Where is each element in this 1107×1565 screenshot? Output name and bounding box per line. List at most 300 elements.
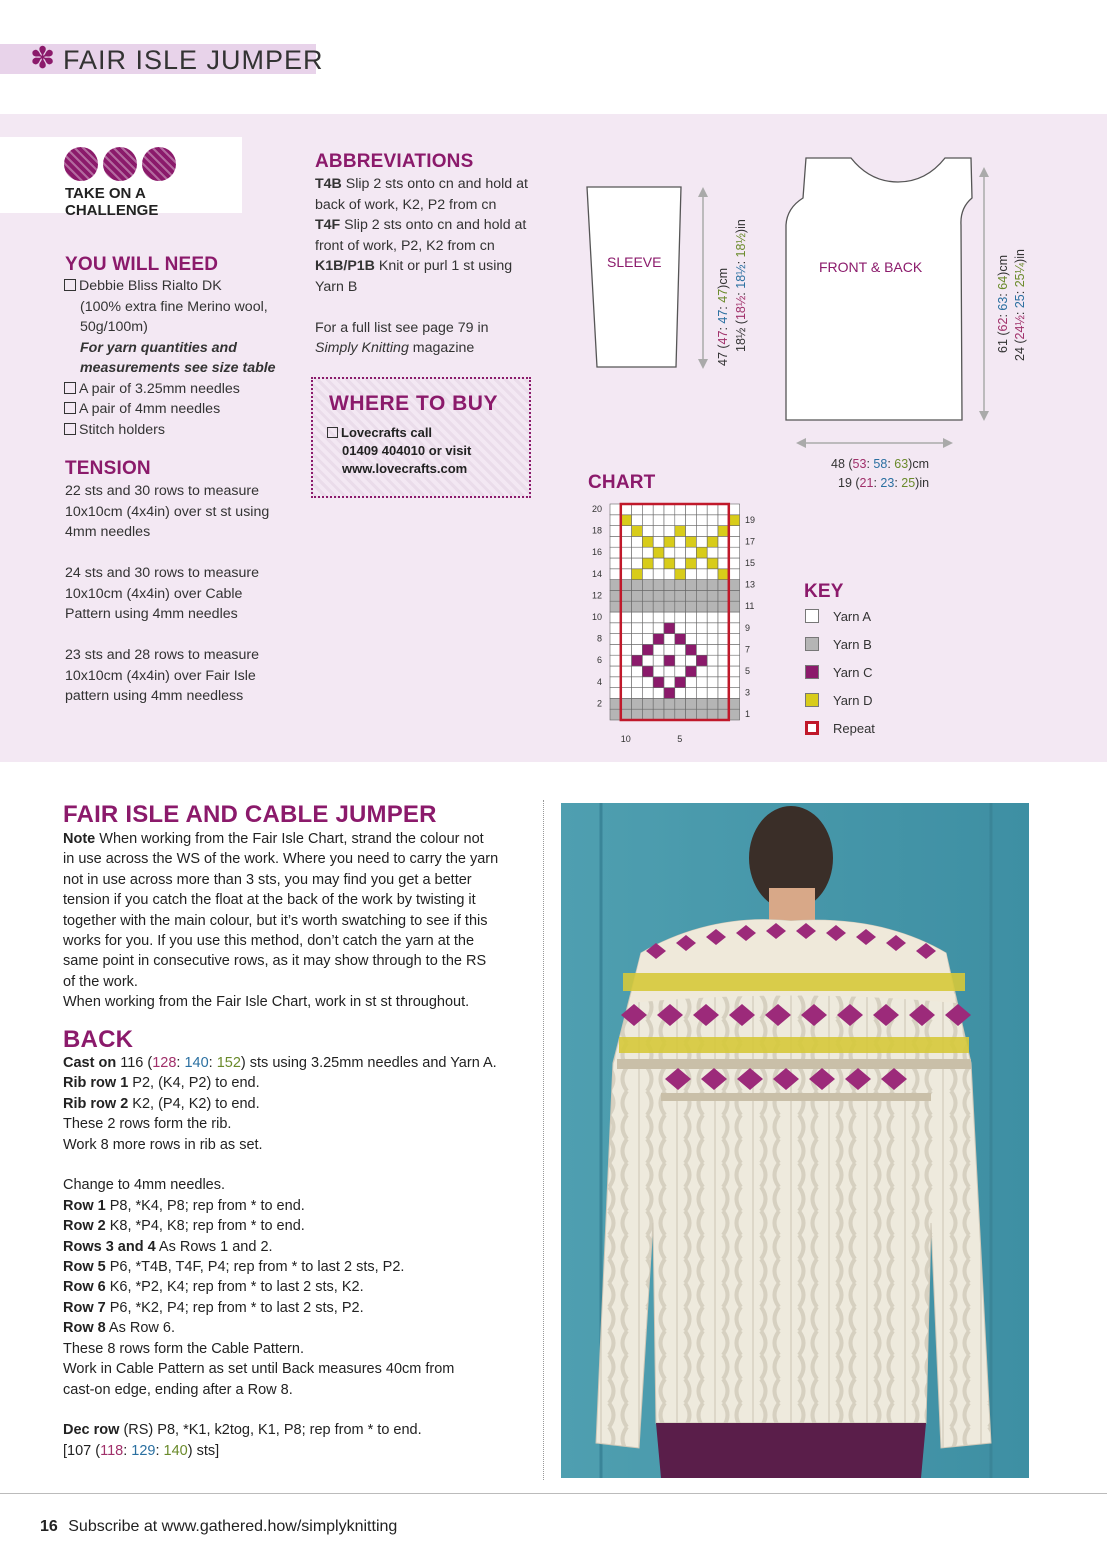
chart-cell bbox=[653, 569, 664, 580]
challenge-label: TAKE ON A CHALLENGE bbox=[65, 185, 159, 219]
chart-cell bbox=[707, 698, 718, 709]
chart-cell bbox=[653, 504, 664, 515]
chart-cell bbox=[632, 580, 643, 591]
chart-cell bbox=[686, 623, 697, 634]
chart-cell bbox=[707, 666, 718, 677]
chart-cell bbox=[610, 526, 621, 537]
chart-cell bbox=[632, 644, 643, 655]
chart-cell bbox=[653, 655, 664, 666]
page-title: FAIR ISLE JUMPER bbox=[63, 45, 324, 75]
chart-cell bbox=[729, 644, 740, 655]
chart-tick-label: 6 bbox=[596, 655, 602, 666]
chart-cell bbox=[621, 688, 632, 699]
body-length-in: 24 (24½: 25: 25¼)in bbox=[1013, 249, 1027, 361]
chart-cell bbox=[696, 688, 707, 699]
chart-cell bbox=[664, 666, 675, 677]
chart-cell bbox=[675, 623, 686, 634]
chart-cell bbox=[621, 634, 632, 645]
tension-line: pattern using 4mm needless bbox=[65, 688, 244, 704]
schematic-diagrams bbox=[575, 150, 1045, 450]
chart-cell bbox=[664, 536, 675, 547]
chart-cell bbox=[718, 623, 729, 634]
chart-cell bbox=[686, 688, 697, 699]
chart-cell bbox=[653, 558, 664, 569]
where-to-buy-box bbox=[311, 377, 531, 498]
chart-cell bbox=[696, 590, 707, 601]
swatch-yarn-b bbox=[805, 637, 819, 651]
chart-cell bbox=[632, 612, 643, 623]
key-item-yarn-c: Yarn C bbox=[805, 665, 875, 693]
chart-cell bbox=[610, 709, 621, 720]
chart-cell bbox=[664, 709, 675, 720]
chart-cell bbox=[610, 666, 621, 677]
chart-cell bbox=[664, 590, 675, 601]
chart-cell bbox=[686, 677, 697, 688]
chart-cell bbox=[653, 677, 664, 688]
chart-cell bbox=[653, 666, 664, 677]
chart-cell bbox=[707, 558, 718, 569]
chart-cell bbox=[729, 655, 740, 666]
chart-tick-label: 20 bbox=[591, 504, 602, 514]
chart-cell bbox=[675, 569, 686, 580]
chart-cell bbox=[621, 590, 632, 601]
chart-cell bbox=[707, 526, 718, 537]
chart-cell bbox=[696, 709, 707, 720]
chart-cell bbox=[686, 666, 697, 677]
chart-cell bbox=[664, 515, 675, 526]
chart-cell bbox=[664, 558, 675, 569]
chart-cell bbox=[610, 547, 621, 558]
chart-cell bbox=[610, 655, 621, 666]
chart-cell bbox=[729, 526, 740, 537]
chart-cell bbox=[642, 580, 653, 591]
chart-cell bbox=[642, 634, 653, 645]
chart-cell bbox=[686, 558, 697, 569]
checkbox-icon bbox=[64, 382, 76, 394]
chart-cell bbox=[675, 709, 686, 720]
chart-cell bbox=[653, 623, 664, 634]
materials-list: Debbie Bliss Rialto DK (100% extra fine Merino wool, 50g/100m) For yarn quantities and measurements see size table A pair of 3.25mm needles A pair of 4mm needles Stitch holders bbox=[64, 276, 304, 440]
sleeve-length-in: 18½ (18½: 18½: 18½)in bbox=[734, 219, 748, 352]
chart-cell bbox=[675, 634, 686, 645]
chart-cell bbox=[642, 504, 653, 515]
chart-cell bbox=[675, 558, 686, 569]
key-heading: KEY bbox=[804, 581, 844, 602]
chart-cell bbox=[707, 504, 718, 515]
chart-cell bbox=[686, 709, 697, 720]
chart-cell bbox=[632, 655, 643, 666]
chart-cell bbox=[729, 580, 740, 591]
chart-cell bbox=[729, 515, 740, 526]
where-to-buy-text: Lovecrafts call 01409 404010 or visit www.lovecrafts.com bbox=[327, 424, 471, 478]
chart-cell bbox=[632, 526, 643, 537]
chart-cell bbox=[696, 536, 707, 547]
chart-cell bbox=[610, 590, 621, 601]
chart-cell bbox=[696, 644, 707, 655]
challenge-badge bbox=[0, 137, 242, 219]
abbreviations-heading: ABBREVIATIONS bbox=[315, 151, 474, 172]
chart-cell bbox=[675, 590, 686, 601]
chart-cell bbox=[718, 666, 729, 677]
chart-cell bbox=[610, 623, 621, 634]
chart-cell bbox=[707, 547, 718, 558]
chart-cell bbox=[729, 666, 740, 677]
chart-cell bbox=[718, 688, 729, 699]
chart-cell bbox=[686, 580, 697, 591]
chart-cell bbox=[718, 580, 729, 591]
chart-cell bbox=[718, 558, 729, 569]
chart-cell bbox=[686, 504, 697, 515]
tension-line bbox=[65, 625, 305, 646]
chart-cell bbox=[686, 698, 697, 709]
chart-cell bbox=[642, 612, 653, 623]
chart-cell bbox=[642, 644, 653, 655]
tension-line: 10x10cm (4x4in) over st st using bbox=[65, 503, 270, 520]
chart-cell bbox=[653, 580, 664, 591]
chart-tick-label: 2 bbox=[596, 698, 602, 709]
chart-tick-label: 8 bbox=[596, 633, 602, 644]
chart-cell bbox=[696, 547, 707, 558]
chart-cell bbox=[718, 709, 729, 720]
chart-cell bbox=[610, 612, 621, 623]
chart-cell bbox=[675, 677, 686, 688]
chart-cell bbox=[632, 536, 643, 547]
chart-cell bbox=[686, 536, 697, 547]
chart-cell bbox=[642, 623, 653, 634]
chart-cell bbox=[718, 655, 729, 666]
chart-cell bbox=[718, 547, 729, 558]
chart-cell bbox=[729, 612, 740, 623]
chart-cell bbox=[621, 558, 632, 569]
chart-tick-label: 10 bbox=[591, 612, 602, 622]
chart-cell bbox=[642, 601, 653, 612]
chart-cell bbox=[664, 547, 675, 558]
chart-cell bbox=[610, 644, 621, 655]
chart-cell bbox=[707, 634, 718, 645]
body-width-in: 19 (21: 23: 25)in bbox=[838, 476, 930, 490]
fair-isle-chart bbox=[585, 498, 760, 753]
chart-cell bbox=[664, 601, 675, 612]
chart-cell bbox=[696, 612, 707, 623]
chart-cell bbox=[642, 515, 653, 526]
chart-cell bbox=[729, 558, 740, 569]
chart-cell bbox=[653, 526, 664, 537]
chart-cell bbox=[729, 688, 740, 699]
chart-cell bbox=[653, 547, 664, 558]
chart-cell bbox=[632, 634, 643, 645]
chart-cell bbox=[729, 536, 740, 547]
chart-cell bbox=[696, 655, 707, 666]
chart-cell bbox=[675, 601, 686, 612]
chart-cell bbox=[621, 547, 632, 558]
chart-cell bbox=[632, 558, 643, 569]
chart-tick-label: 16 bbox=[591, 547, 602, 558]
chart-cell bbox=[610, 504, 621, 515]
tension-text bbox=[65, 481, 305, 707]
key-item-yarn-a: Yarn A bbox=[805, 609, 875, 637]
chart-tick-label: 4 bbox=[596, 676, 602, 687]
chart-cell bbox=[718, 601, 729, 612]
chart-cell bbox=[653, 634, 664, 645]
chart-cell bbox=[707, 580, 718, 591]
chart-cell bbox=[642, 590, 653, 601]
tension-line bbox=[65, 543, 305, 564]
chart-cell bbox=[642, 547, 653, 558]
chart-cell bbox=[664, 688, 675, 699]
chart-cell bbox=[653, 644, 664, 655]
chart-cell bbox=[642, 569, 653, 580]
chart-cell bbox=[632, 515, 643, 526]
chart-cell bbox=[696, 515, 707, 526]
chart-cell bbox=[696, 569, 707, 580]
body-width-cm: 48 (53: 58: 63)cm bbox=[831, 457, 929, 471]
chart-cell bbox=[632, 547, 643, 558]
checkbox-icon bbox=[327, 427, 338, 438]
chart-cell bbox=[653, 590, 664, 601]
tension-line: 4mm needles bbox=[65, 524, 151, 540]
chart-cell bbox=[632, 709, 643, 720]
chart-cell bbox=[621, 515, 632, 526]
chart-cell bbox=[686, 515, 697, 526]
chart-tick-label: 5 bbox=[745, 666, 751, 676]
body-length-cm: 61 (62: 63: 64)cm bbox=[996, 255, 1010, 353]
chart-cell bbox=[621, 666, 632, 677]
chart-cell bbox=[664, 623, 675, 634]
chart-cell bbox=[621, 569, 632, 580]
chart-cell bbox=[621, 655, 632, 666]
chart-cell bbox=[707, 612, 718, 623]
chart-tick-label: 13 bbox=[745, 579, 756, 590]
key-item-yarn-d: Yarn D bbox=[805, 693, 875, 721]
chart-cell bbox=[664, 504, 675, 515]
chart-cell bbox=[696, 677, 707, 688]
chart-cell bbox=[696, 601, 707, 612]
chart-cell bbox=[642, 526, 653, 537]
tension-line: 24 sts and 30 rows to measure bbox=[65, 565, 259, 581]
chart-cell bbox=[686, 634, 697, 645]
chart-cell bbox=[675, 580, 686, 591]
chart-cell bbox=[664, 580, 675, 591]
footer bbox=[40, 1518, 397, 1536]
chart-cell bbox=[707, 688, 718, 699]
key-item-yarn-b: Yarn B bbox=[805, 637, 875, 665]
chart-cell bbox=[632, 666, 643, 677]
chart-cell bbox=[664, 634, 675, 645]
chart-cell bbox=[696, 698, 707, 709]
tension-line: Pattern using 4mm needles bbox=[65, 606, 238, 622]
tension-heading: TENSION bbox=[65, 458, 151, 479]
chart-cell bbox=[675, 536, 686, 547]
chart-cell bbox=[621, 612, 632, 623]
chart-cell bbox=[707, 515, 718, 526]
chart-cell bbox=[653, 601, 664, 612]
chart-tick-label: 3 bbox=[745, 687, 751, 698]
chart-cell bbox=[718, 526, 729, 537]
chart-tick-label: 17 bbox=[745, 536, 756, 547]
chart-cell bbox=[707, 677, 718, 688]
back-heading: BACK bbox=[63, 1026, 134, 1053]
chart-tick-label: 12 bbox=[591, 590, 602, 601]
chart-cell bbox=[664, 677, 675, 688]
chart-cell bbox=[675, 526, 686, 537]
chart-cell bbox=[718, 677, 729, 688]
footer-subscribe-text: Subscribe at www.gathered.how/simplyknitting bbox=[68, 1518, 398, 1535]
chart-tick-label: 18 bbox=[591, 525, 602, 536]
chart-cell bbox=[610, 688, 621, 699]
chart-cell bbox=[707, 623, 718, 634]
chart-cell bbox=[653, 709, 664, 720]
chart-cell bbox=[675, 688, 686, 699]
chart-cell bbox=[718, 590, 729, 601]
chart-cell bbox=[686, 569, 697, 580]
tension-line: 23 sts and 28 rows to measure bbox=[65, 647, 259, 663]
chart-cell bbox=[642, 677, 653, 688]
chart-cell bbox=[642, 709, 653, 720]
chart-tick-label: 1 bbox=[745, 709, 751, 720]
chart-cell bbox=[675, 504, 686, 515]
chart-cell bbox=[718, 612, 729, 623]
chart-cell bbox=[707, 569, 718, 580]
chart-cell bbox=[696, 623, 707, 634]
checkbox-icon bbox=[64, 423, 76, 435]
chart-cell bbox=[610, 634, 621, 645]
chart-cell bbox=[621, 698, 632, 709]
chart-cell bbox=[729, 677, 740, 688]
chart-cell bbox=[642, 698, 653, 709]
chart-cell bbox=[610, 698, 621, 709]
key-item-repeat: Repeat bbox=[805, 721, 875, 749]
checkbox-icon bbox=[64, 402, 76, 414]
chart-cell bbox=[621, 504, 632, 515]
chart-cell bbox=[632, 504, 643, 515]
chart-cell bbox=[642, 666, 653, 677]
chart-cell bbox=[729, 590, 740, 601]
yarn-balls-icon bbox=[64, 147, 181, 186]
chart-cell bbox=[664, 569, 675, 580]
back-instructions: Cast on 116 (128: 140: 152) sts using 3.25mm needles and Yarn A. Rib row 1 P2, (K4, P2) to end. Rib row 2 K2, (P4, K2) to end. These 2 rows form the rib. Work 8 more rows in rib as set. Change to 4mm needles. Row 1 P8, *K4, P8; rep from * to end. Row 2 K8, *P4, K8; rep from * to end. Rows 3 and 4 As Rows 1 and 2. Row 5 P6, *T4B, T4F, P4; rep from * to last 2 sts, P2. Row 6 K6, *P2, K4; rep from * to last 2 sts, K2. Row 7 P6, *K2, P4; rep from * to last 2 sts, P2. Row 8 As Row 6. These 8 rows form the Cable Pattern. Work in Cable Pattern as set until Back measures 40cm from cast-on edge, ending after a Row 8. Dec row (RS) P8, *K1, k2tog, K1, P8; rep from * to end. [107 (118: 129: 140) sts] bbox=[63, 1055, 497, 1459]
chart-cell bbox=[729, 634, 740, 645]
chart-cell bbox=[696, 526, 707, 537]
chart-cell bbox=[642, 558, 653, 569]
swatch-yarn-d bbox=[805, 693, 819, 707]
chart-cell bbox=[718, 504, 729, 515]
chart-cell bbox=[632, 698, 643, 709]
chart-cell bbox=[729, 547, 740, 558]
chart-cell bbox=[664, 698, 675, 709]
chart-cell bbox=[686, 612, 697, 623]
chart-cell bbox=[675, 612, 686, 623]
chart-tick-label: 11 bbox=[745, 601, 755, 612]
chart-cell bbox=[610, 601, 621, 612]
chart-cell bbox=[621, 677, 632, 688]
sleeve-length-cm: 47 (47: 47: 47)cm bbox=[716, 268, 730, 366]
chart-cell bbox=[632, 623, 643, 634]
chart-cell bbox=[675, 666, 686, 677]
pattern-heading: FAIR ISLE AND CABLE JUMPER bbox=[63, 801, 437, 828]
chart-cell bbox=[729, 623, 740, 634]
chart-cell bbox=[696, 666, 707, 677]
chart-cell bbox=[610, 515, 621, 526]
chart-cell bbox=[653, 698, 664, 709]
chart-cell bbox=[610, 677, 621, 688]
chart-cell bbox=[610, 558, 621, 569]
chart-cell bbox=[632, 688, 643, 699]
chart-cell bbox=[729, 504, 740, 515]
checkbox-icon bbox=[64, 279, 76, 291]
chart-cell bbox=[686, 644, 697, 655]
chart-cell bbox=[642, 688, 653, 699]
chart-tick-label: 7 bbox=[745, 644, 751, 655]
chart-cell bbox=[664, 526, 675, 537]
chart-cell bbox=[718, 515, 729, 526]
tension-line: 22 sts and 30 rows to measure bbox=[65, 483, 259, 499]
chart-cell bbox=[675, 655, 686, 666]
chart-tick-label: 15 bbox=[745, 558, 756, 568]
chart-cell bbox=[707, 536, 718, 547]
chart-cell bbox=[632, 590, 643, 601]
key-list bbox=[805, 609, 875, 749]
chart-cell bbox=[610, 580, 621, 591]
chart-cell bbox=[729, 698, 740, 709]
chart-cell bbox=[696, 504, 707, 515]
chart-tick-label: 10 bbox=[620, 734, 631, 744]
chart-tick-label: 5 bbox=[677, 734, 683, 744]
chart-heading: CHART bbox=[588, 472, 656, 493]
chart-cell bbox=[621, 601, 632, 612]
chart-cell bbox=[610, 569, 621, 580]
chart-cell bbox=[632, 677, 643, 688]
chart-cell bbox=[653, 612, 664, 623]
column-divider bbox=[543, 800, 544, 1480]
chart-cell bbox=[675, 698, 686, 709]
note-paragraph: Note When working from the Fair Isle Chart, strand the colour not in use across the WS of the work. Where you need to carry the yarn not in use across more than 3 sts, you may find you get a better tension if you catch the float at the back of the work by twisting it together with the main colour, but it’s worth swatching to see if this works for you. If you use this method, don’t catch the yarn at the same point in consecutive rows, as it may show through to the RS of the work. When working from the Fair Isle Chart, work in st st throughout. bbox=[63, 831, 499, 1011]
swatch-repeat bbox=[805, 721, 819, 735]
chart-cell bbox=[664, 655, 675, 666]
chart-cell bbox=[707, 601, 718, 612]
chart-cell bbox=[632, 601, 643, 612]
sleeve-label: SLEEVE bbox=[607, 254, 662, 270]
chart-cell bbox=[621, 580, 632, 591]
sleeve-shape bbox=[587, 187, 681, 367]
swatch-yarn-a bbox=[805, 609, 819, 623]
chart-cell bbox=[718, 644, 729, 655]
chart-cell bbox=[621, 623, 632, 634]
chart-cell bbox=[729, 569, 740, 580]
chart-cell bbox=[621, 709, 632, 720]
chart-cell bbox=[729, 601, 740, 612]
chart-cell bbox=[707, 644, 718, 655]
chart-tick-label: 19 bbox=[745, 514, 756, 525]
chart-cell bbox=[686, 601, 697, 612]
page-number: 16 bbox=[40, 1518, 58, 1535]
chart-cell bbox=[718, 698, 729, 709]
tension-line: 10x10cm (4x4in) over Cable bbox=[65, 585, 243, 602]
chart-cell bbox=[718, 569, 729, 580]
chart-cell bbox=[696, 634, 707, 645]
chart-cell bbox=[621, 644, 632, 655]
swatch-yarn-c bbox=[805, 665, 819, 679]
chart-cell bbox=[686, 526, 697, 537]
tension-line: 10x10cm (4x4in) over Fair Isle bbox=[65, 667, 256, 684]
chart-cell bbox=[664, 612, 675, 623]
chart-cell bbox=[696, 558, 707, 569]
chart-cell bbox=[621, 536, 632, 547]
jumper-photo bbox=[561, 803, 1029, 1478]
chart-cell bbox=[707, 655, 718, 666]
chart-cell bbox=[653, 536, 664, 547]
chart-cell bbox=[653, 515, 664, 526]
chart-cell bbox=[653, 688, 664, 699]
